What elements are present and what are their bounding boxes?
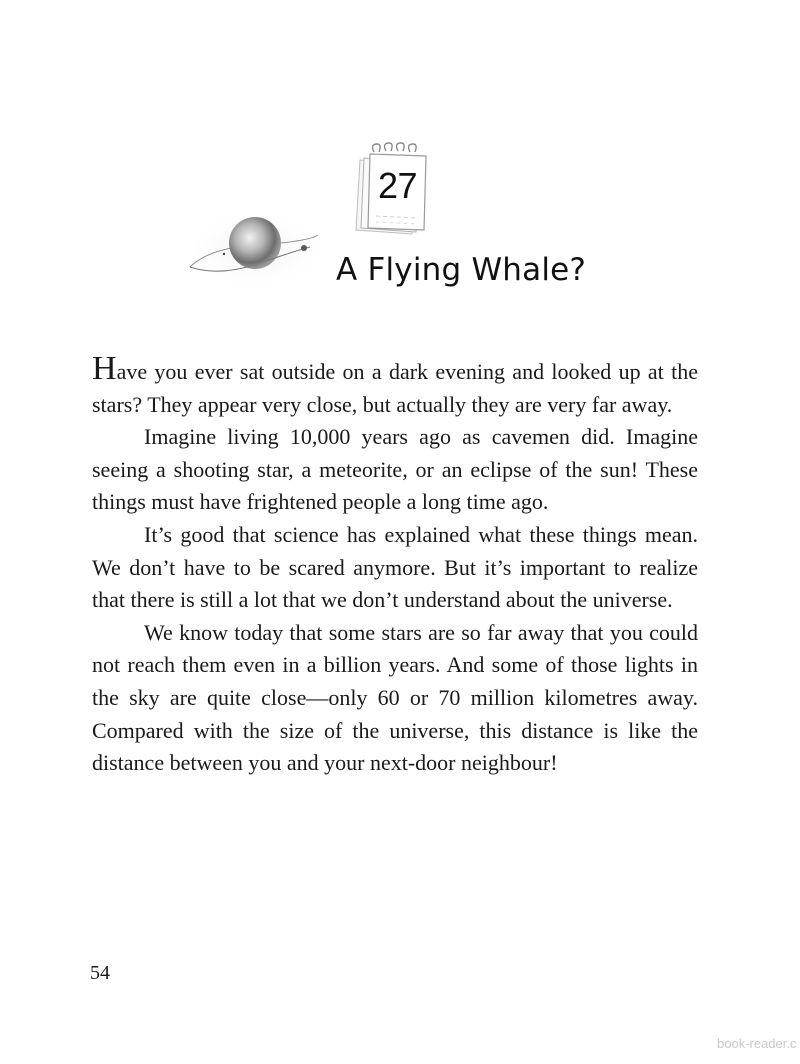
chapter-body <box>92 350 698 780</box>
chapter-title: A Flying Whale? <box>336 252 587 288</box>
page-number: 54 <box>90 962 110 984</box>
paragraph-1 <box>92 350 698 421</box>
watermark: book-reader.c <box>717 1036 797 1051</box>
drop-cap: H <box>92 350 117 387</box>
chapter-number: 27 <box>378 165 418 206</box>
planet-with-orbit-icon <box>180 205 330 295</box>
paragraph-2: Imagine living 10,000 years ago as cavemen did. Imagine seeing a shooting star, a meteorite, or an eclipse of the sun! These things must have frightened people a long time ago. <box>92 424 698 515</box>
paragraph-3: It’s good that science has explained what these things mean. We don’t have to be scared anymore. But it’s important to realize that there is still a lot that we don’t understand about the universe. <box>92 521 698 613</box>
paragraph-4: We know today that some stars are so far away that you could not reach them even in a billion years. And some of those lights in the sky are quite close—only 60 or 70 million kilometres away. Compared with the size of the universe, this distance is like the distance between you and your next-door neighbour! <box>92 619 698 776</box>
paragraph-text: ave you ever sat outside on a dark evening and looked up at the stars? They appear very close, but actually they are very far away. <box>92 359 698 417</box>
